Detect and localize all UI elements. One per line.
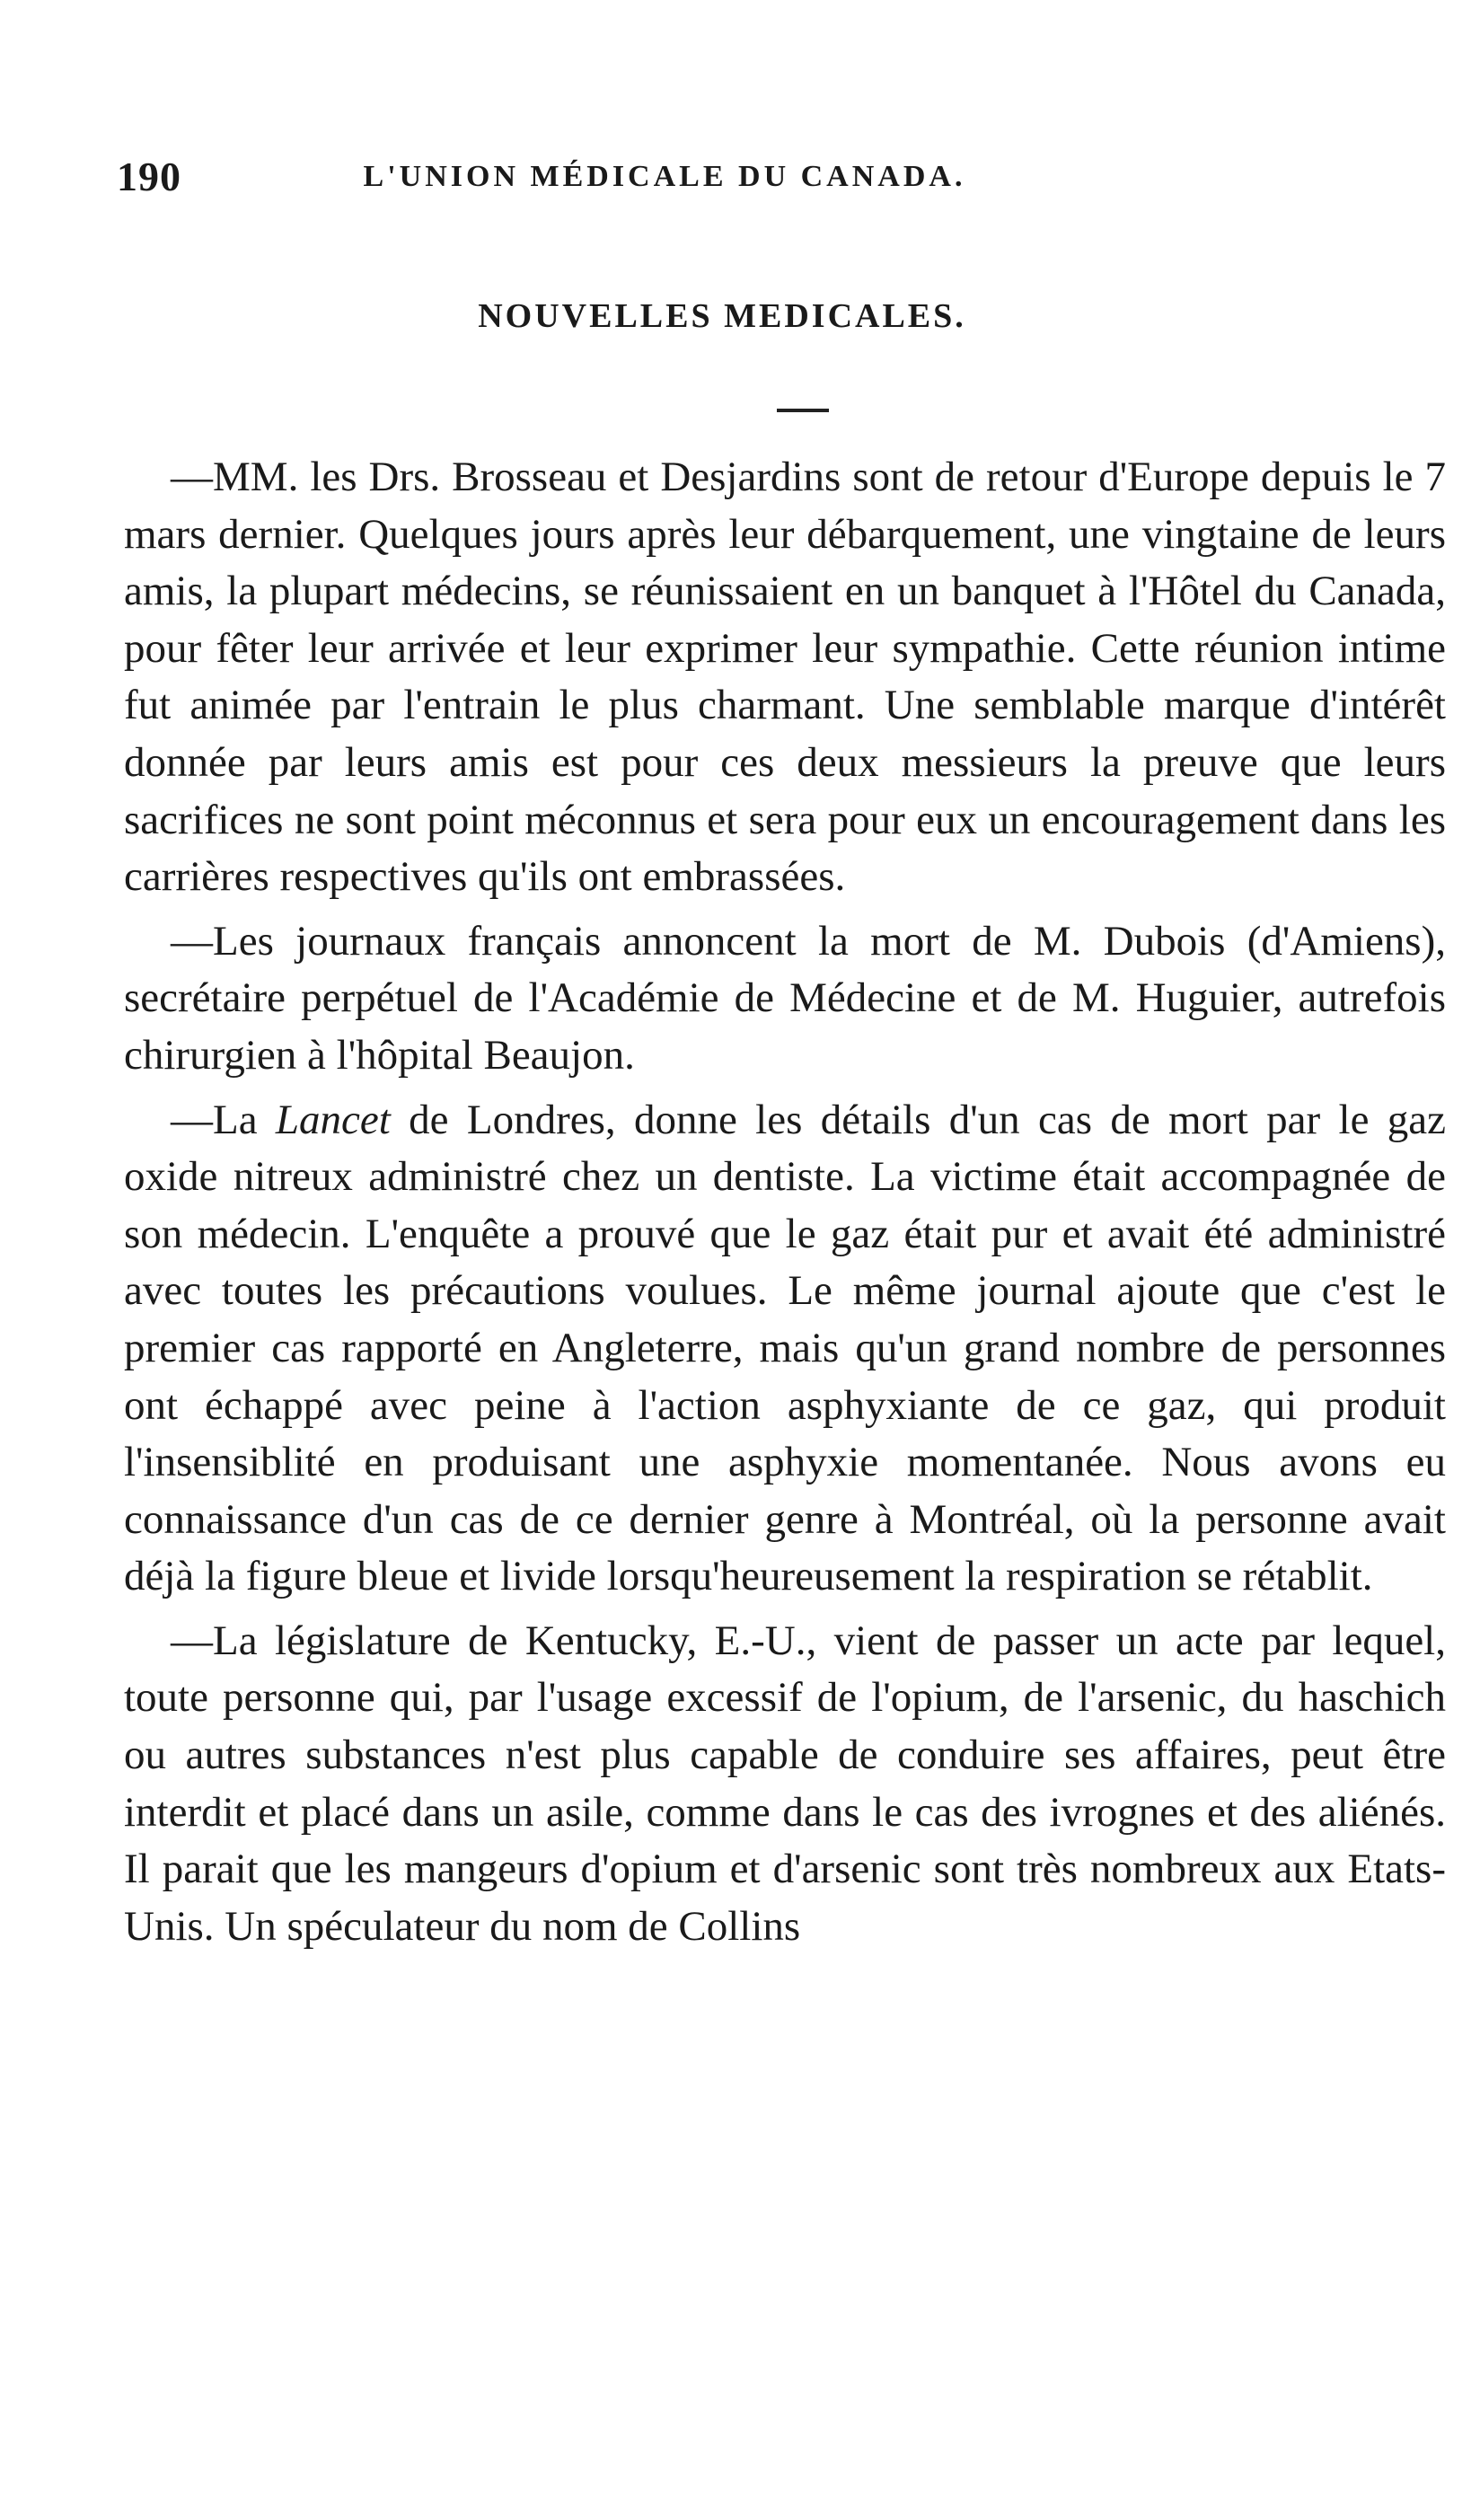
lancet-body: de Londres, donne les détails d'un cas de mort par le gaz oxide nitreux administré chez un dentiste. La victime était accompagnée de son médecin. L'enquête a prouvé que le gaz était pur et avait été administré avec toutes les précautions voulues. Le même journal ajoute que c'est le premier cas rapporté en Angleterre, mais qu'un grand nombre de personnes ont échappé avec peine à l'action asphyxiante de ce gaz, qui produit l'insensiblité en produisant une asphyxie momentanée. Nous avons eu connaissance d'un cas de ce dernier genre à Montréal, où la personne avait déjà la figure bleue et livide lorsqu'heureusement la respiration se rétablit.: [124, 1096, 1446, 1600]
paragraph-kentucky-legislation: —La législature de Kentucky, E.-U., vient de passer un acte par lequel, toute personne qui, par l'usage excessif de l'opium, de l'arsenic, du haschich ou autres substances n'est plus capable de conduire ses affaires, peut être interdit et placé dans un asile, comme dans le cas des ivrognes et des aliénés. Il parait que les mangeurs d'opium et d'arsenic sont très nombreux aux Etats-Unis. Un spéculateur du nom de Collins: [124, 1617, 1446, 1950]
article-body: [124, 449, 1446, 1955]
paragraph-obituaries: —Les journaux français annoncent la mort de M. Dubois (d'Amiens), secrétaire perpétuel de l'Académie de Médecine et de M. Huguier, autrefois chirurgien à l'hôpital Beaujon.: [124, 917, 1446, 1079]
page-number: 190: [117, 154, 181, 199]
section-title: NOUVELLES MEDICALES.: [478, 297, 966, 335]
paragraph-return-from-europe: —MM. les Drs. Brosseau et Desjardins sont de retour d'Europe depuis le 7 mars dernier. Quelques jours après leur débarquement, une vingtaine de leurs amis, la plupart médecins, se réunissaient en un banquet à l'Hôtel du Canada, pour fêter leur arrivée et leur exprimer leur sympathie. Cette réunion intime fut animée par l'entrain le plus charmant. Une semblable marque d'intérêt donnée par leurs amis est pour ces deux messieurs la preuve que leurs sacrifices ne sont point méconnus et sera pour eux un encouragement dans les carrières respectives qu'ils ont embrassées.: [124, 454, 1446, 901]
running-head: [117, 153, 1123, 207]
lancet-title: Lancet: [275, 1096, 391, 1143]
journal-title: L'UNION MÉDICALE DU CANADA.: [363, 160, 966, 193]
section-divider: [777, 409, 829, 412]
paragraph-lancet-nitrous-oxide: [124, 1092, 1446, 1606]
lancet-intro: —La: [171, 1096, 276, 1143]
